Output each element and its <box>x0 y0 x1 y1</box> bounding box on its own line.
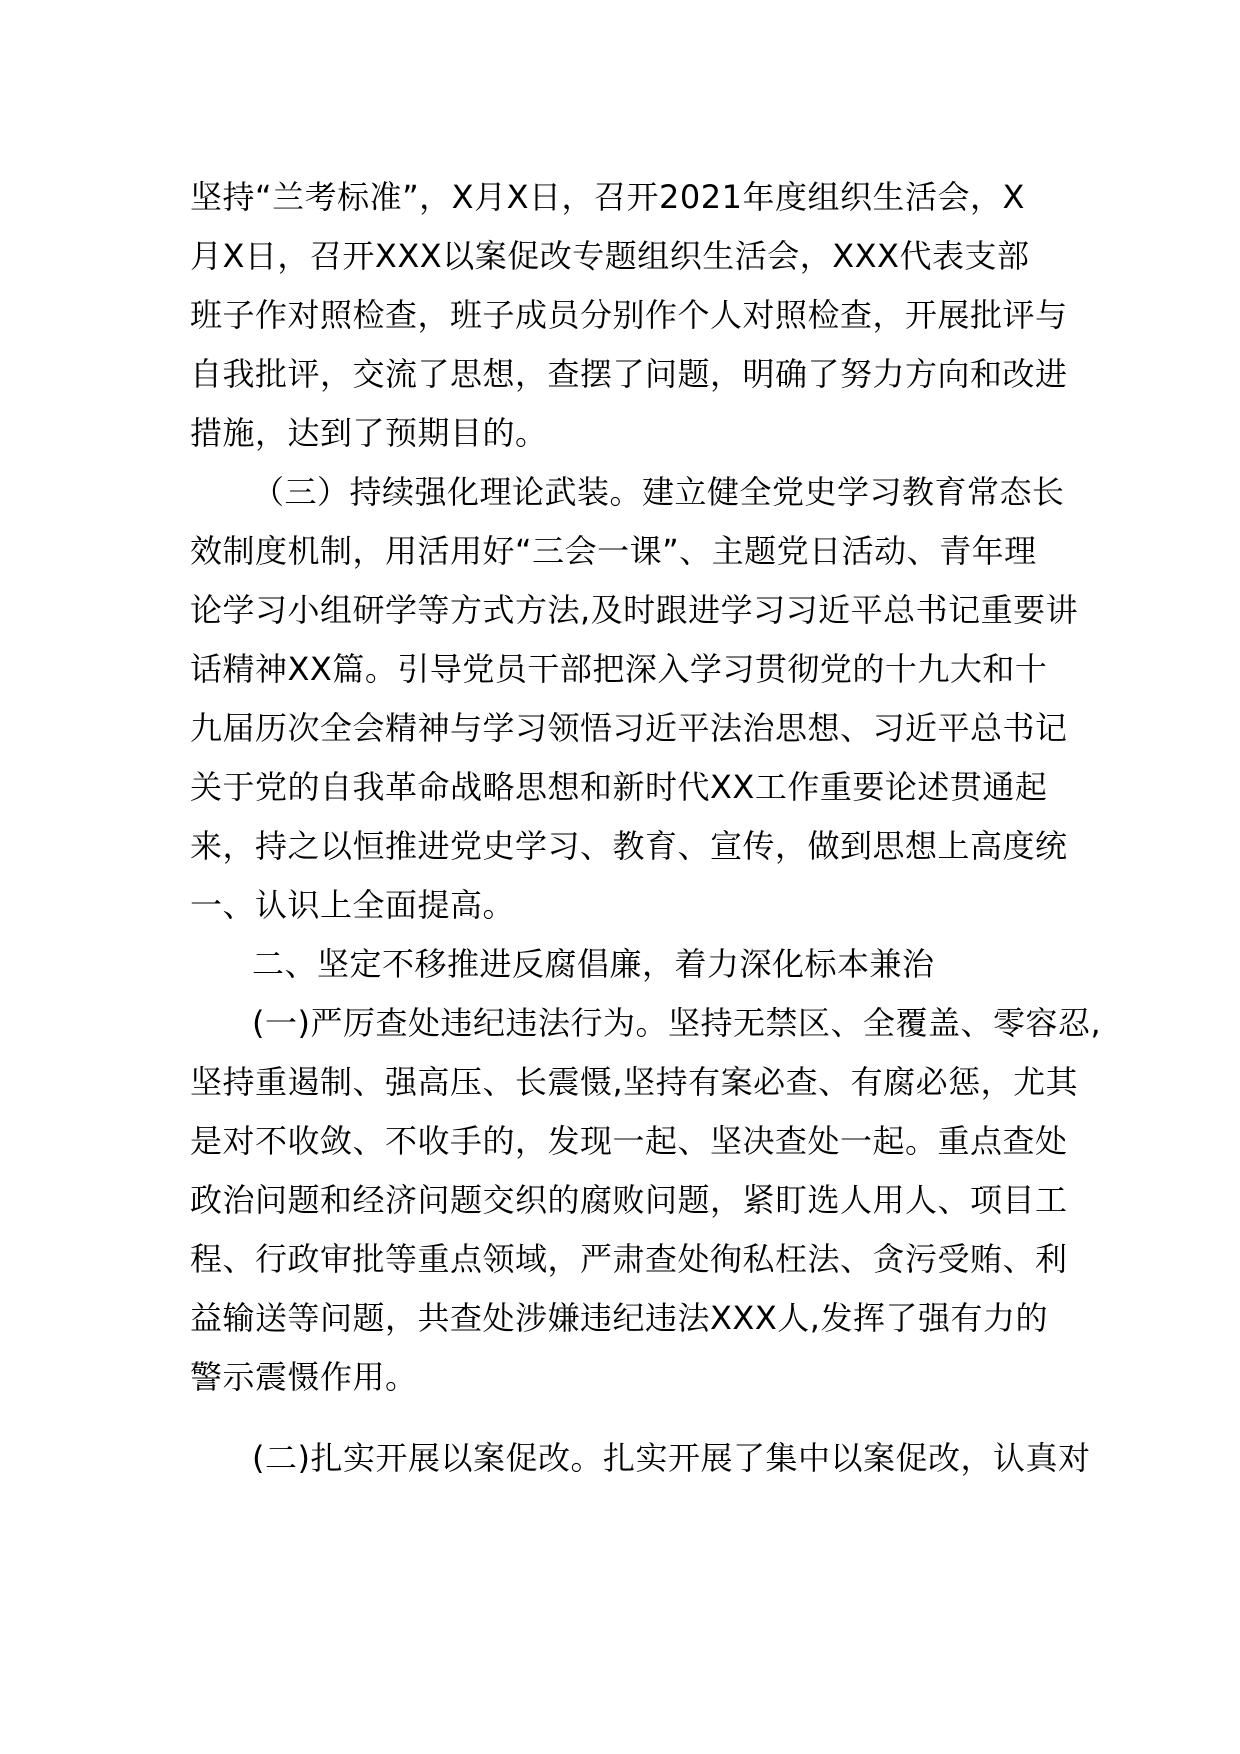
section-heading-3: （三）持续强化理论武装。建立健全党史学习教育常态长 <box>252 473 1065 511</box>
text-line: 是对不收敛、不收手的，发现一起、坚决查处一起。重点查处 <box>190 1122 1068 1160</box>
text-line: 话精神XX篇。引导党员干部把深入学习贯彻党的十九大和十 <box>190 650 1048 688</box>
text-line: 自我批评，交流了思想，查摆了问题，明确了努力方向和改进 <box>190 355 1068 393</box>
text-line: 政治问题和经济问题交织的腐败问题，紧盯选人用人、项目工 <box>190 1181 1068 1219</box>
text-line: 程、行政审批等重点领域，严肃查处徇私枉法、贪污受贿、利 <box>190 1240 1068 1278</box>
text-line: 坚持“兰考标准”，X月X日，召开2021年度组织生活会，X <box>190 178 1025 216</box>
text-line: 关于党的自我革命战略思想和新时代XX工作重要论述贯通起 <box>190 768 1048 806</box>
text-line: 月X日，召开XXX以案促改专题组织生活会，XXX代表支部 <box>190 237 1030 275</box>
subsection-heading-2: (二)扎实开展以案促改。扎实开展了集中以案促改，认真对 <box>252 1439 1091 1477</box>
text-line: 班子作对照检查，班子成员分别作个人对照检查，开展批评与 <box>190 296 1068 334</box>
text-line: 效制度机制，用活用好“三会一课”、主题党日活动、青年理 <box>190 532 1037 570</box>
text-line: 坚持重遏制、强高压、长震慑,坚持有案必查、有腐必惩，尤其 <box>190 1063 1079 1101</box>
section-heading-2: 二、坚定不移推进反腐倡廉，着力深化标本兼治 <box>252 945 935 983</box>
subsection-heading-1: (一)严厉查处违纪违法行为。坚持无禁区、全覆盖、零容忍, <box>252 1004 1102 1042</box>
text-line: 一、认识上全面提高。 <box>190 886 516 924</box>
text-line: 警示震慑作用。 <box>190 1358 418 1396</box>
text-line: 益输送等问题，共查处涉嫌违纪违法XXX人,发挥了强有力的 <box>190 1299 1048 1337</box>
text-line: 来，持之以恒推进党史学习、教育、宣传，做到思想上高度统 <box>190 827 1068 865</box>
text-line: 论学习小组研学等方式方法,及时跟进学习习近平总书记重要讲 <box>190 591 1079 629</box>
text-line: 措施，达到了预期目的。 <box>190 414 548 452</box>
text-line: 九届历次全会精神与学习领悟习近平法治思想、习近平总书记 <box>190 709 1068 747</box>
